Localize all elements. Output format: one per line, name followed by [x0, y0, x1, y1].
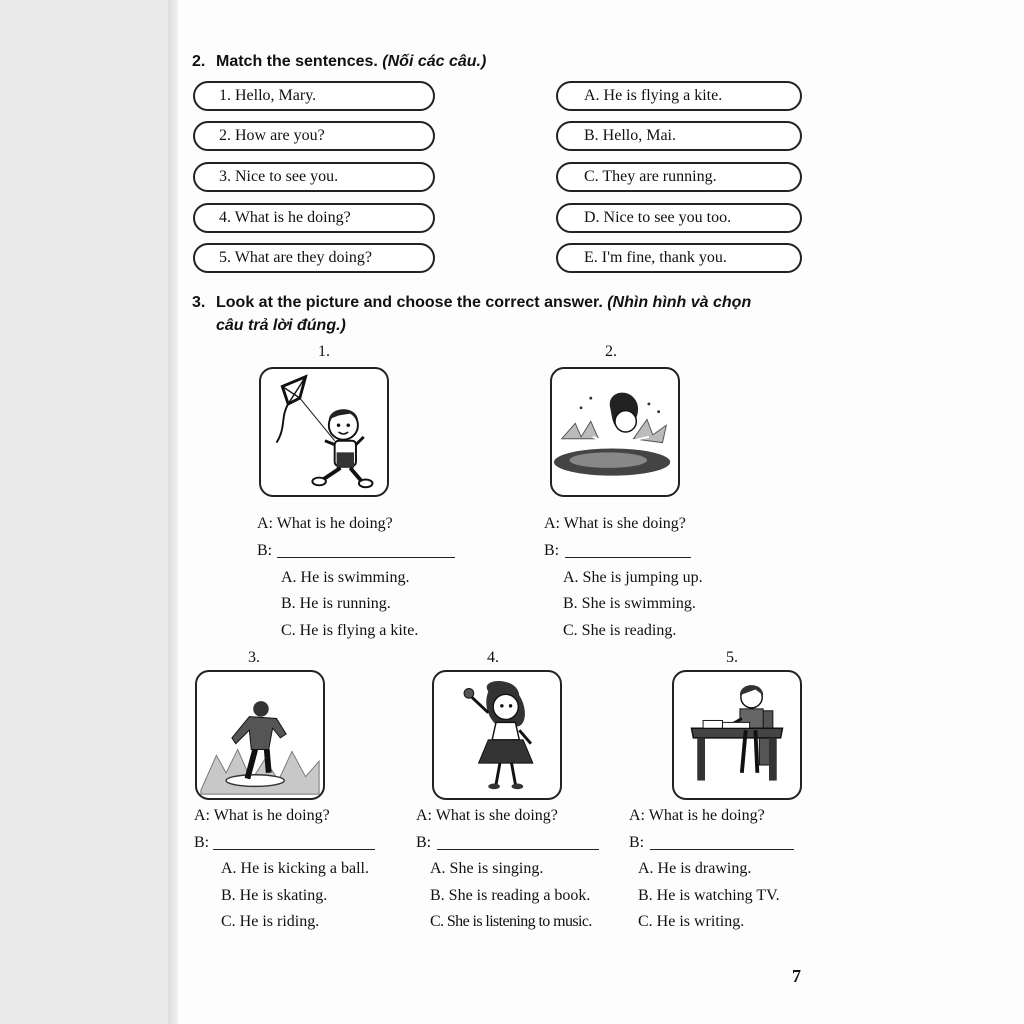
exercise-3-number: 3.: [192, 294, 206, 311]
exercise-3-title: Look at the picture and choose the correct answer.: [216, 294, 603, 311]
answer-option[interactable]: A. She is singing.: [430, 860, 544, 877]
answer-label: B:: [629, 834, 645, 851]
question-text: A: What is he doing?: [257, 515, 393, 532]
answer-blank[interactable]: [650, 835, 794, 850]
match-left-item[interactable]: 5. What are they doing?: [193, 243, 435, 273]
answer-option[interactable]: A. He is drawing.: [638, 860, 752, 877]
girl-singing-picture: [432, 670, 562, 800]
answer-option[interactable]: B. He is running.: [281, 595, 391, 612]
match-right-item[interactable]: E. I'm fine, thank you.: [556, 243, 802, 273]
exercise-2-number: 2.: [192, 53, 206, 70]
answer-option[interactable]: C. He is flying a kite.: [281, 622, 419, 639]
match-left-item[interactable]: 3. Nice to see you.: [193, 162, 435, 192]
question-number: 5.: [726, 649, 738, 666]
match-left-item[interactable]: 4. What is he doing?: [193, 203, 435, 233]
answer-blank[interactable]: [437, 835, 599, 850]
question-text: A: What is she doing?: [544, 515, 686, 532]
man-skating-picture: [195, 670, 325, 800]
page-number: 7: [792, 966, 801, 986]
answer-option[interactable]: B. She is swimming.: [563, 595, 696, 612]
answer-option[interactable]: A. He is swimming.: [281, 569, 410, 586]
answer-blank[interactable]: [277, 543, 455, 558]
match-right-item[interactable]: B. Hello, Mai.: [556, 121, 802, 151]
girl-swimming-picture: [550, 367, 680, 497]
boy-writing-picture: [672, 670, 802, 800]
answer-option[interactable]: C. He is writing.: [638, 913, 745, 930]
exercise-2-title-vi: (Nối các câu.): [382, 53, 487, 70]
match-left-item[interactable]: 2. How are you?: [193, 121, 435, 151]
match-right-item[interactable]: D. Nice to see you too.: [556, 203, 802, 233]
answer-label: B:: [257, 542, 273, 559]
answer-label: B:: [194, 834, 210, 851]
answer-option[interactable]: B. She is reading a book.: [430, 887, 591, 904]
match-right-item[interactable]: A. He is flying a kite.: [556, 81, 802, 111]
answer-blank[interactable]: [565, 543, 691, 558]
answer-option[interactable]: A. He is kicking a ball.: [221, 860, 369, 877]
question-number: 1.: [318, 343, 330, 360]
answer-option[interactable]: C. She is reading.: [563, 622, 677, 639]
match-right-item[interactable]: C. They are running.: [556, 162, 802, 192]
answer-blank[interactable]: [213, 835, 375, 850]
answer-option[interactable]: C. He is riding.: [221, 913, 320, 930]
answer-option[interactable]: B. He is skating.: [221, 887, 328, 904]
answer-label: B:: [416, 834, 432, 851]
exercise-3-title-vi-cont: câu trả lời đúng.): [216, 317, 346, 334]
answer-option[interactable]: A. She is jumping up.: [563, 569, 703, 586]
question-text: A: What is she doing?: [416, 807, 558, 824]
exercise-3-heading: [192, 291, 812, 337]
exercise-2-title: Match the sentences.: [216, 53, 378, 70]
question-text: A: What is he doing?: [629, 807, 765, 824]
exercise-2-heading: [192, 50, 486, 73]
question-text: A: What is he doing?: [194, 807, 330, 824]
answer-label: B:: [544, 542, 560, 559]
exercise-3-title-vi: (Nhìn hình và chọn: [607, 294, 752, 311]
question-number: 4.: [487, 649, 499, 666]
question-number: 2.: [605, 343, 617, 360]
boy-flying-kite-picture: [259, 367, 389, 497]
question-number: 3.: [248, 649, 260, 666]
answer-option[interactable]: B. He is watching TV.: [638, 887, 780, 904]
match-left-item[interactable]: 1. Hello, Mary.: [193, 81, 435, 111]
answer-option[interactable]: C. She is listening to music.: [430, 913, 592, 930]
